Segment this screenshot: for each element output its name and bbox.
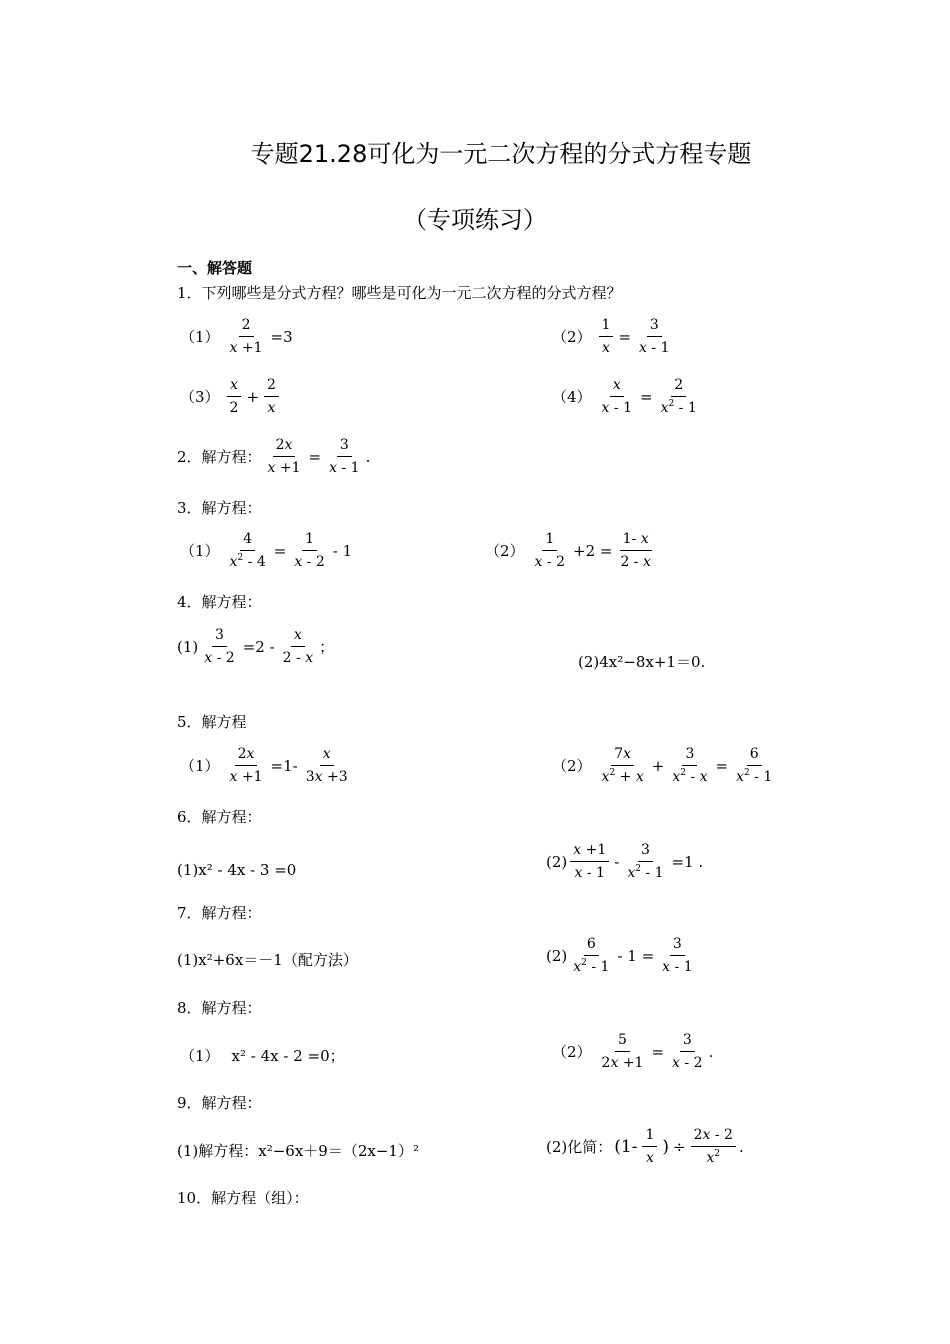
q6-eq-1: (1)x² - 4x - 3 =0: [177, 861, 297, 879]
q5-eq-1: （1） $\frac{2x}{x +1}$ =1- $\frac{x}{3x +3}$: [180, 745, 354, 786]
q5-label-1: （1）: [180, 757, 220, 775]
fraction: $\frac{2}{x +1}$: [229, 317, 263, 356]
q1-eq-4: （4） $\frac{x}{x - 1}$ = $\frac{2}{x^2 - 1}$: [552, 376, 703, 417]
q3-eq-1: （1） $\frac{4}{x^2 - 4}$ = $\frac{1}{x - 2}$ - 1: [180, 531, 353, 570]
fraction: $\frac{x +1}{x - 1}$: [570, 841, 609, 882]
q6-label-2: (2): [546, 852, 568, 871]
fraction: $\frac{x}{2}$: [227, 376, 242, 417]
fraction: $\frac{3}{x - 2}$: [672, 1032, 703, 1071]
section-heading: 一、解答题: [177, 259, 253, 277]
q5-eq-2: （2） $\frac{7x}{x^2 + x}$ + $\frac{3}{x^2 - x}$ = $\frac{6}{x^2 - 1}$: [552, 745, 778, 786]
fraction: $\frac{3}{x - 1}$: [329, 437, 360, 476]
q7-eq-1: (1)x²+6x＝－1（配方法）: [177, 951, 358, 969]
q6-eq-2: (2) $\frac{x +1}{x - 1}$ - $\frac{3}{x^2 - 1}$ =1 .: [546, 842, 704, 881]
fraction: $\frac{5}{2x +1}$: [601, 1032, 644, 1071]
fraction: $\frac{x}{3x +3}$: [305, 746, 348, 785]
question-9: 9．解方程：: [177, 1094, 262, 1112]
q8-eq-1-text: x² - 4x - 2 =0；: [231, 1047, 345, 1065]
fraction: $\frac{1- x}{2 - x}$: [620, 531, 651, 570]
fraction: $\frac{x}{x - 1}$: [601, 377, 632, 416]
fraction: $\frac{2x}{x +1}$: [229, 746, 263, 785]
fraction: $\frac{3}{x^2 - 1}$: [627, 842, 664, 881]
question-1: 1．下列哪些是分式方程？哪些是可化为一元二次方程的分式方程？: [177, 284, 622, 302]
question-2-text: 2．解方程：: [177, 448, 262, 466]
fraction: $\frac{7x}{x^2 + x}$: [601, 746, 644, 785]
q3-label-1: （1）: [180, 542, 220, 560]
q1-label-2: （2）: [552, 328, 592, 346]
fraction: $\frac{3}{x^2 - x}$: [672, 746, 708, 785]
fraction: $\frac{6}{x^2 - 1}$: [736, 746, 773, 785]
q7-label-2: (2): [546, 946, 568, 965]
q3-label-2: （2）: [485, 542, 525, 560]
fraction: $\frac{2}{x^2 - 1}$: [660, 377, 697, 416]
question-3: 3．解方程：: [177, 499, 262, 517]
q1-label-3: （3）: [180, 388, 220, 406]
fraction: $\frac{2x - 2}{x^2}$: [691, 1126, 736, 1167]
fraction: $\frac{6}{x^2 - 1}$: [573, 936, 610, 975]
fraction: $\frac{1}{x}$: [599, 316, 614, 357]
fraction: $\frac{2x}{x +1}$: [267, 437, 301, 476]
q4-eq-2: (2)4x²−8x+1＝0.: [578, 653, 706, 671]
fraction: $\frac{x}{2 - x}$: [282, 627, 314, 666]
q8-eq-2: （2） $\frac{5}{2x +1}$ = $\frac{3}{x - 2}$ .: [552, 1032, 714, 1071]
q9-eq-1: (1)解方程：x²−6x＋9＝（2x−1）²: [177, 1142, 419, 1160]
q3-eq-2: （2） $\frac{1}{x - 2}$ +2 = $\frac{1- x}{2 - x}$: [485, 530, 657, 571]
q1-eq-1: （1） $\frac{2}{x +1}$ =3: [180, 317, 293, 356]
q1-eq-3: （3） $\frac{x}{2}$ + $\frac{2}{x}$: [180, 376, 282, 417]
page-title: 专题21.28可化为一元二次方程的分式方程专题: [250, 140, 752, 168]
q1-label-1: （1）: [180, 328, 220, 346]
fraction: $\frac{1}{x}$: [642, 1126, 657, 1167]
q4-label-1: (1): [177, 637, 199, 656]
q8-label-1: （1）: [180, 1047, 220, 1065]
fraction: $\frac{2}{x}$: [264, 376, 279, 417]
fraction: $\frac{3}{x - 1}$: [639, 317, 670, 356]
fraction: $\frac{1}{x - 2}$: [294, 531, 325, 570]
q8-eq-1: [180, 1045, 345, 1066]
fraction: $\frac{3}{x - 1}$: [662, 936, 693, 975]
q9-eq-2: (2)化简： (1- $\frac{1}{x}$ ) ÷ $\frac{2x - 2}{x^2}$ .: [546, 1127, 744, 1166]
question-6: 6．解方程：: [177, 808, 262, 826]
q9-label-2: (2)化简：: [546, 1138, 613, 1156]
question-5: 5．解方程: [177, 713, 247, 731]
q1-label-4: （4）: [552, 388, 592, 406]
q8-label-2: （2）: [552, 1043, 592, 1061]
question-10: 10．解方程（组）：: [177, 1189, 309, 1207]
fraction: $\frac{4}{x^2 - 4}$: [229, 531, 266, 570]
question-8: 8．解方程：: [177, 999, 262, 1017]
q1-eq-2: （2） $\frac{1}{x}$ = $\frac{3}{x - 1}$: [552, 316, 676, 357]
page-subtitle: （专项练习）: [403, 206, 547, 234]
q4-eq-1: (1) $\frac{3}{x - 2}$ =2 - $\frac{x}{2 - x}$ ；: [177, 627, 335, 666]
fraction: $\frac{1}{x - 2}$: [534, 531, 565, 570]
q7-eq-2: (2) $\frac{6}{x^2 - 1}$ - 1 = $\frac{3}{x - 1}$: [546, 935, 699, 976]
q5-label-2: （2）: [552, 757, 592, 775]
question-4: 4．解方程：: [177, 593, 262, 611]
fraction: $\frac{3}{x - 2}$: [204, 627, 235, 666]
question-7: 7．解方程：: [177, 904, 262, 922]
question-2: 2．解方程： $\frac{2x}{x +1}$ = $\frac{3}{x - 1}$ .: [177, 437, 371, 476]
